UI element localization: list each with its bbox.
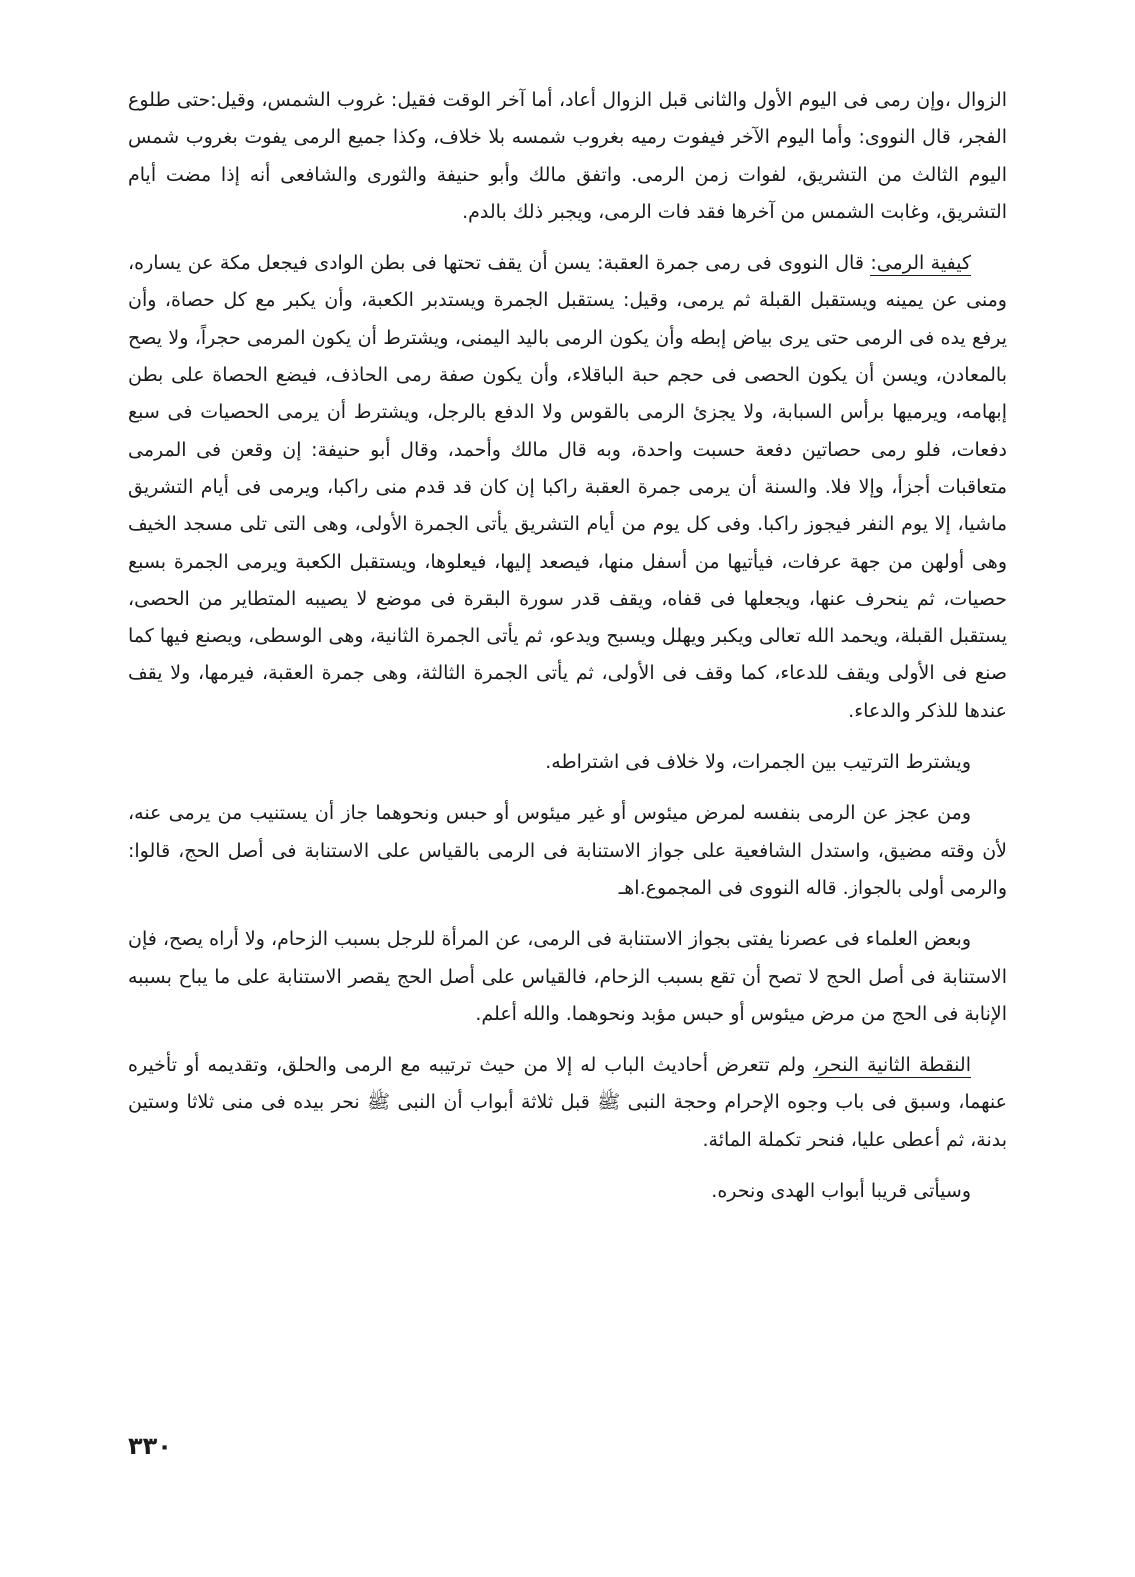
page-number: ٣٣٠	[128, 1432, 172, 1460]
paragraph-7: وسيأتى قريبا أبواب الهدى ونحره.	[711, 1180, 971, 1203]
paragraph-2	[128, 245, 1007, 730]
paragraph-1: الزوال ،وإن رمى فى اليوم الأول والثانى قبل الزوال أعاد، أما آخر الوقت فقيل: غروب الشمس، وقيل:حتى طلوع الفجر، قال النووى: وأما اليوم الآخر فيفوت رميه بغروب شمسه بلا خلاف، وكذا جميع الرمى يفوت بغروب شمس اليوم الثالث من التشريق، لفوات زمن الرمى. واتفق مالك وأبو حنيفة والثورى والشافعى أنه إذا مضت أيام التشريق، وغابت الشمس من آخرها فقد فات الرمى، ويجبر ذلك بالدم.	[128, 89, 1007, 223]
paragraph-4: ومن عجز عن الرمى بنفسه لمرض ميئوس أو غير ميئوس أو حبس ونحوهما جاز أن يستنيب من يرمى عنه، لأن وقته مضيق، واستدل الشافعية على جواز الاستنابة فى الرمى بالقياس على الاستنابة فى أصل الحج، قالوا: والرمى أولى بالجواز. قاله النووى فى المجموع.اهـ	[128, 802, 1007, 899]
paragraph-2-body: قال النووى فى رمى جمرة العقبة: يسن أن يقف تحتها فى بطن الوادى فيجعل مكة عن يساره، ومنى عن يمينه ويستقبل القبلة ثم يرمى، وقيل: يستقبل الجمرة ويستدبر الكعبة، وأن يكبر مع كل حصاة، وأن يرفع يده فى الرمى حتى يرى بياض إبطه وأن يكون الرمى باليد اليمنى، ويشترط أن يكون المرمى حجراً، ولا يصح بالمعادن، ويسن أن يكون الحصى فى حجم حبة الباقلاء، وأن يكون صفة رمى الحاذف، فيضع الحصاة على بطن إبهامه، ويرميها برأس السبابة، ولا يجزئ الرمى بالقوس ولا الدفع بالرجل، ويشترط أن يرمى الحصيات فى سبع دفعات، فلو رمى حصاتين دفعة حسبت واحدة، وبه قال مالك وأحمد، وقال أبو حنيفة: إن وقعن فى المرمى متعاقبات أجزأ، وإلا فلا. والسنة أن يرمى جمرة العقبة راكبا إن كان قد قدم منى راكبا، ويرمى فى أيام التشريق ماشيا، إلا يوم النفر فيجوز راكبا. وفى كل يوم من أيام التشريق يأتى الجمرة الأولى، وهى التى تلى مسجد الخيف وهى أولهن من جهة عرفات، فيأتيها من أسفل منها، فيصعد إليها، فيعلوها، ويستقبل الكعبة ويرمى الجمرة بسبع حصيات، ثم ينحرف عنها، ويجعلها فى قفاه، ويقف قدر سورة البقرة فى موضع لا يصيبه المتطاير من الحصى، يستقبل القبلة، ويحمد الله تعالى ويكبر ويهلل ويسبح ويدعو، ثم يأتى الجمرة الثانية، وهى الوسطى، ويصنع فيها كما صنع فى الأولى ويقف للدعاء، كما وقف فى الأولى، ثم يأتى الجمرة الثالثة، وهى جمرة العقبة، فيرمها، ولا يقف عندها للذكر والدعاء.	[128, 252, 1007, 722]
paragraph-3: ويشترط الترتيب بين الجمرات، ولا خلاف فى اشتراطه.	[545, 751, 971, 774]
section-heading-nahr: النقطة الثانية النحر،	[813, 1054, 971, 1077]
paragraph-6-body: ولم تتعرض أحاديث الباب له إلا من حيث ترتيبه مع الرمى والحلق، وتقديمه أو تأخيره عنهما، وسبق فى باب وجوه الإحرام وحجة النبى ﷺ قبل ثلاثة أبواب أن النبى ﷺ نحر بيده فى منى ثلاثا وستين بدنة، ثم أعطى عليا، فنحر تكملة المائة.	[128, 1054, 1007, 1151]
paragraph-6	[128, 1047, 1007, 1159]
section-heading-ramy: كيفية الرمى:	[870, 252, 971, 275]
paragraph-5: وبعض العلماء فى عصرنا يفتى بجواز الاستنابة فى الرمى، عن المرأة للرجل بسبب الزحام، ولا أراه يصح، فإن الاستنابة فى أصل الحج لا تصح أن تقع بسبب الزحام، فالقياس على أصل الحج يقصر الاستنابة على ما يباح بسببه الإنابة فى الحج من مرض ميئوس أو حبس مؤبد ونحوهما. والله أعلم.	[128, 928, 1007, 1025]
